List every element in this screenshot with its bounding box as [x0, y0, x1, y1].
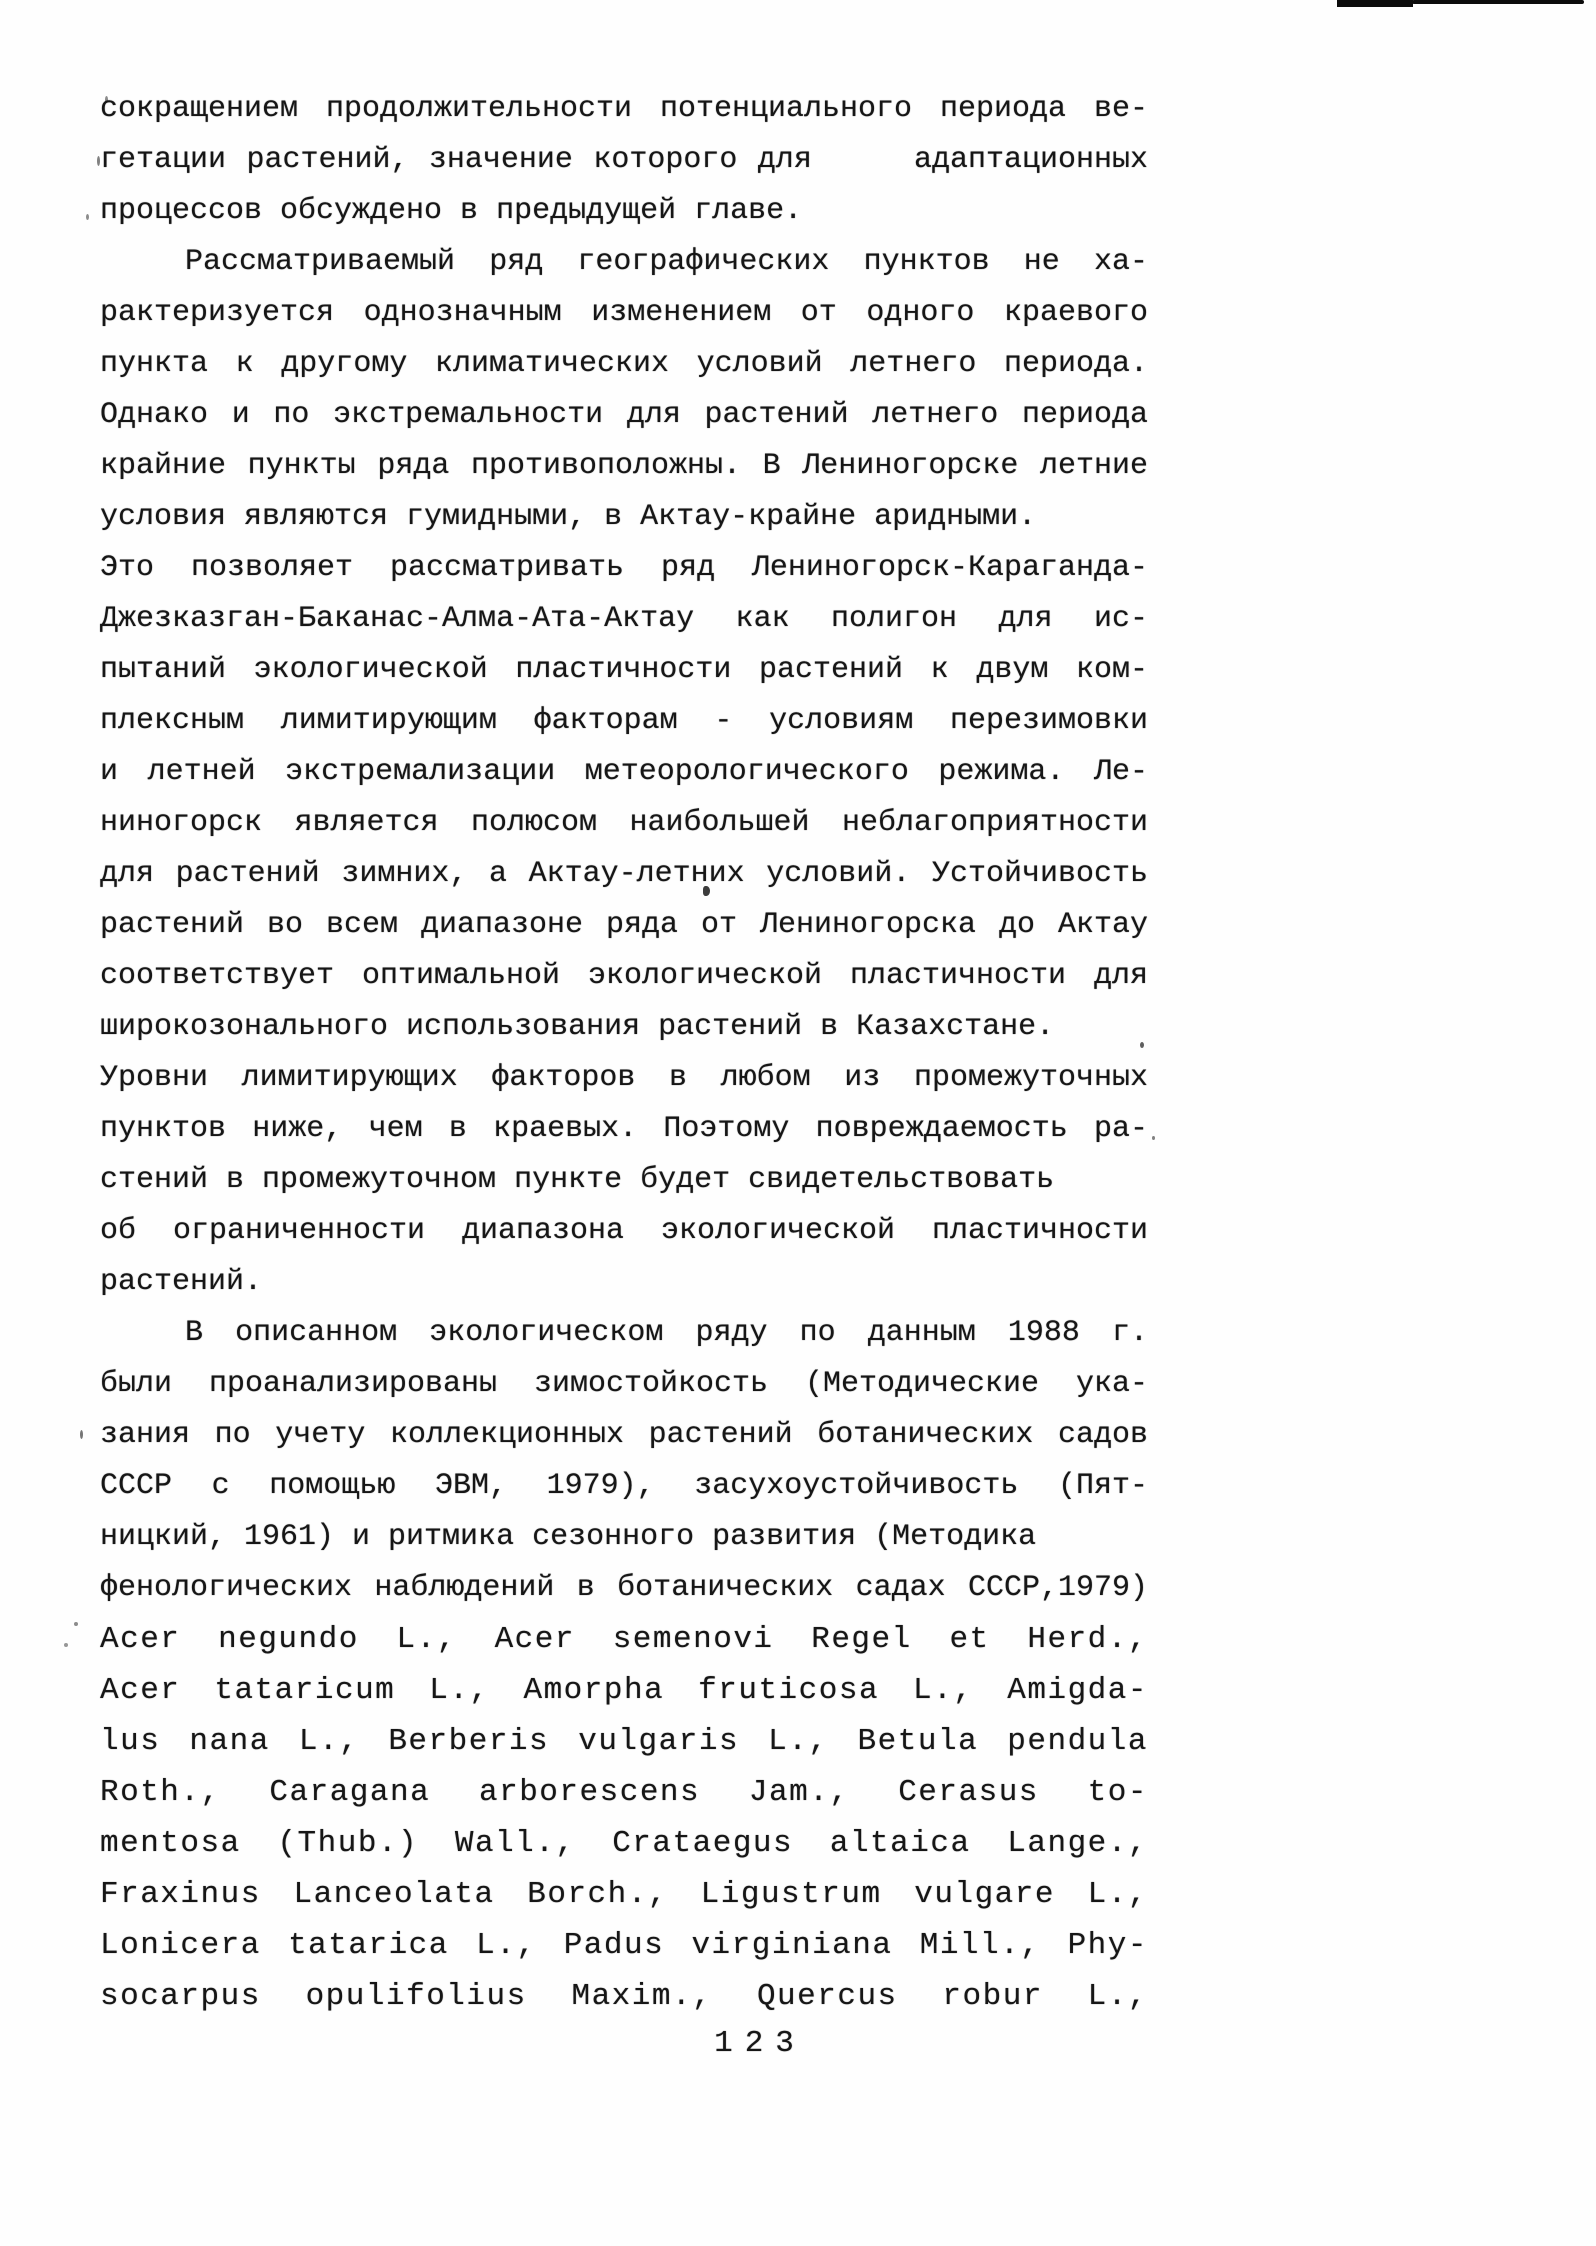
text-line: Однако и по экстремальности для растений летнего периода: [100, 398, 1148, 432]
text-line: сокращением продолжительности потенциального периода ве-: [100, 92, 1148, 126]
scan-artifact-bar: [1337, 0, 1413, 7]
scan-speck: [1152, 1136, 1155, 1140]
text-line: Acer negundo L., Acer semenovi Regel et Herd.,: [100, 1622, 1148, 1657]
text-line: СССР с помощью ЭВМ, 1979), засухоустойчивость (Пят-: [100, 1469, 1148, 1503]
scan-speck: [86, 214, 89, 220]
text-line: растений во всем диапазоне ряда от Лениногорска до Актау: [100, 908, 1148, 942]
text-line: плексным лимитирующим факторам - условиям перезимовки: [100, 704, 1148, 738]
text-line: Рассматриваемый ряд географических пунктов не ха-: [185, 245, 1148, 279]
text-line: были проанализированы зимостойкость (Методические ука-: [100, 1367, 1148, 1401]
text-line: растений.: [100, 1265, 263, 1299]
text-line: пунктов ниже, чем в краевых. Поэтому повреждаемость ра-: [100, 1112, 1148, 1146]
scan-speck: [74, 1622, 78, 1626]
text-line: об ограниченности диапазона экологической пластичности: [100, 1214, 1148, 1248]
text-line: Acer tataricum L., Amorpha fruticosa L., Amigda-: [100, 1673, 1148, 1708]
text-line: стений в промежуточном пункте будет свидетельствовать: [100, 1163, 1055, 1197]
text-line: ниногорск является полюсом наибольшей неблагоприятности: [100, 806, 1148, 840]
text-line: Lonicera tatarica L., Padus virginiana Mill., Phy-: [100, 1928, 1148, 1963]
text-line: пытаний экологической пластичности растений к двум ком-: [100, 653, 1148, 687]
scan-artifact-bar: [1412, 0, 1584, 4]
text-line: процессов обсуждено в предыдущей главе.: [100, 194, 803, 228]
text-line: socarpus opulifolius Maxim., Quercus robur L.,: [100, 1979, 1148, 2014]
text-line: пункта к другому климатических условий летнего периода.: [100, 347, 1148, 381]
text-line: ницкий, 1961) и ритмика сезонного развития (Методика: [100, 1520, 1037, 1554]
text-line: крайние пункты ряда противоположны. В Лениногорске летние: [100, 449, 1148, 483]
text-line: В описанном экологическом ряду по данным 1988 г.: [185, 1316, 1148, 1350]
text-line: Уровни лимитирующих факторов в любом из промежуточных: [100, 1061, 1148, 1095]
text-line: условия являются гумидными, в Актау-крайне аридными.: [100, 500, 1037, 534]
body-text-column: [100, 84, 1148, 2022]
scan-speck: [80, 1430, 83, 1439]
text-line: гетации растений, значение которого для адаптационных: [100, 143, 1148, 177]
text-line: lus nana L., Berberis vulgaris L., Betula pendula: [100, 1724, 1148, 1759]
scan-speck: [64, 1643, 68, 1647]
page-number: 123: [714, 2026, 806, 2061]
text-line: рактеризуется однозначным изменением от одного краевого: [100, 296, 1148, 330]
text-line: зания по учету коллекционных растений ботанических садов: [100, 1418, 1148, 1452]
text-line: Джезказган-Баканас-Алма-Ата-Актау как полигон для ис-: [100, 602, 1148, 636]
text-line: Roth., Caragana arborescens Jam., Cerasus to-: [100, 1775, 1148, 1810]
text-line: фенологических наблюдений в ботанических садах СССР,1979): [100, 1571, 1148, 1605]
text-line: широкозонального использования растений в Казахстане.: [100, 1010, 1055, 1044]
text-line: Это позволяет рассматривать ряд Лениногорск-Караганда-: [100, 551, 1148, 585]
text-line: для растений зимних, а Актау-летних условий. Устойчивость: [100, 857, 1148, 891]
text-line: Fraxinus Lanceolata Borch., Ligustrum vulgare L.,: [100, 1877, 1148, 1912]
text-line: mentosa (Thub.) Wall., Crataegus altaica Lange.,: [100, 1826, 1148, 1861]
text-line: соответствует оптимальной экологической пластичности для: [100, 959, 1148, 993]
text-line: и летней экстремализации метеорологического режима. Ле-: [100, 755, 1148, 789]
